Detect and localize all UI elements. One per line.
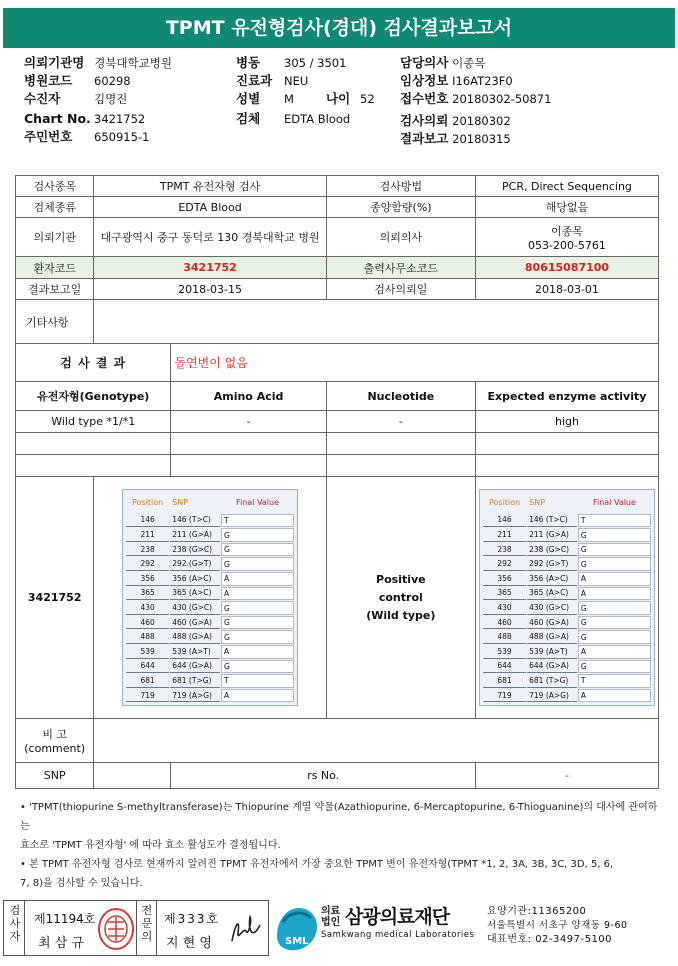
sample-snp-cell (94, 477, 326, 719)
org-small2: 법인 (321, 917, 341, 928)
snp-position: 539 (483, 645, 526, 659)
patient-label: 수진자 (24, 91, 61, 106)
snp-variant: 460 (G>A) (170, 616, 220, 630)
snp-final-value: G (578, 601, 651, 615)
snp-position: 539 (126, 645, 169, 659)
org-prefix (321, 906, 340, 928)
org-en: Samkwang medical Laboratories (321, 930, 475, 940)
snp-final-value: A (578, 689, 651, 703)
snp-variant: 488 (G>A) (170, 630, 220, 644)
hosp-code-label: 병원코드 (24, 73, 73, 88)
snp-position: 146 (126, 514, 169, 528)
receipt-value: 20180302-50871 (452, 92, 552, 106)
snp-position: 365 (483, 587, 526, 601)
snp-position: 460 (126, 616, 169, 630)
patient-value: 김명진 (94, 92, 128, 106)
org-code: 요양기관:11365200 (487, 906, 587, 917)
snp-row (126, 601, 294, 615)
req-doc-phone: 053-200-5761 (528, 238, 606, 252)
snp-variant: 539 (A>T) (527, 645, 577, 659)
genotype-cell: Wild type *1/*1 (16, 411, 171, 433)
snp-position: 238 (483, 543, 526, 557)
snp-final-value: G (221, 660, 294, 674)
snp-row (126, 528, 294, 542)
snp-variant: 539 (A>T) (170, 645, 220, 659)
signature-icon (226, 911, 266, 949)
sample-id: 3421752 (16, 477, 94, 719)
org-tel: 대표번호: 02-3497-5100 (487, 934, 613, 945)
footer (3, 900, 675, 956)
snp-row (483, 616, 651, 630)
org-addr: 서울특별시 서초구 양재동 9-60 (487, 920, 628, 931)
snp-position: 356 (126, 572, 169, 586)
result-value: 돌연변이 없음 (171, 344, 659, 382)
snp-row (483, 689, 651, 703)
snp-final-value: G (578, 630, 651, 644)
req-doc-value: 이종목 (551, 224, 583, 238)
snp-row (483, 572, 651, 586)
age-value: 52 (360, 92, 375, 106)
spec-type-label: 검체종류 (16, 197, 94, 218)
empty-cell (16, 433, 171, 455)
specimen-value: EDTA Blood (284, 112, 351, 126)
col-nucleotide: Nucleotide (326, 382, 475, 411)
snp-value (94, 763, 171, 789)
snp-variant: 211 (G>A) (170, 528, 220, 542)
snp-position: 211 (126, 528, 169, 542)
empty-cell (171, 455, 326, 477)
sex-label: 성별 (236, 91, 261, 106)
remark-label (16, 719, 94, 763)
snp-row (483, 587, 651, 601)
hosp-code-value: 60298 (94, 74, 131, 88)
note-1a: 'TPMT(thiopurine S-methyltransferase)는 Thiopurine 계열 약물(Azathiopurine, 6-Mercaptopurine, 6-Thioguanine)의 대사에 관여하는 (20, 802, 658, 832)
sample-snp-table (125, 492, 295, 704)
col-genotype: 유전자형(Genotype) (16, 382, 171, 411)
dept-value: NEU (284, 74, 309, 88)
nucleotide-cell: - (326, 411, 475, 433)
snp-final-value: A (221, 587, 294, 601)
logo-text: SML (285, 936, 309, 947)
positive-control-label (326, 477, 475, 719)
empty-cell (171, 433, 326, 455)
empty-cell (475, 455, 658, 477)
snp-variant: 644 (G>A) (170, 660, 220, 674)
snp-variant: 681 (T>G) (170, 674, 220, 688)
snp-variant: 488 (G>A) (527, 630, 577, 644)
snp-position: 460 (483, 616, 526, 630)
snp-final-value: G (578, 660, 651, 674)
snp-row (483, 528, 651, 542)
snp-head-final: Final Value (578, 493, 651, 513)
snp-row (126, 616, 294, 630)
snp-variant: 681 (T>G) (527, 674, 577, 688)
receipt-label: 접수번호 (400, 91, 449, 106)
col-amino: Amino Acid (171, 382, 326, 411)
tumor-label: 종양함량(%) (326, 197, 475, 218)
snp-final-value: T (221, 514, 294, 528)
snp-variant: 719 (A>G) (170, 689, 220, 703)
test-item-label: 검사종목 (16, 176, 94, 197)
snp-final-value: T (221, 674, 294, 688)
snp-variant: 356 (A>C) (527, 572, 577, 586)
snp-variant: 719 (A>G) (527, 689, 577, 703)
snp-variant: 430 (G>C) (527, 601, 577, 615)
test-item-value: TPMT 유전자형 검사 (94, 176, 326, 197)
note-2b: 7, 8)을 검사할 수 있습니다. (20, 878, 143, 889)
empty-cell (16, 455, 171, 477)
examiner-no: 제11194호 (34, 912, 96, 926)
chart-label: Chart No. (24, 111, 91, 126)
positive-l1: Positive (376, 572, 426, 586)
repdate-value: 20180315 (452, 132, 511, 146)
rep-date-value: 2018-03-15 (94, 279, 326, 300)
repdate-label: 결과보고 (400, 131, 449, 146)
snp-head-snp: SNP (527, 493, 577, 513)
method-value: PCR, Direct Sequencing (475, 176, 658, 197)
snp-row (483, 645, 651, 659)
col-enzyme: Expected enzyme activity (475, 382, 658, 411)
clinical-label: 임상정보 (400, 73, 449, 88)
examiner-label: 검사자 (9, 904, 21, 943)
snp-row (126, 514, 294, 528)
snp-row (126, 543, 294, 557)
snp-label: SNP (16, 763, 94, 789)
snp-variant: 238 (G>C) (170, 543, 220, 557)
snp-position: 644 (483, 660, 526, 674)
snp-final-value: T (578, 674, 651, 688)
positive-l3: (Wild type) (366, 608, 436, 622)
ward-label: 병동 (236, 55, 261, 70)
snp-variant: 146 (T>C) (527, 514, 577, 528)
remark-l1: 비 고 (42, 728, 68, 741)
req-doc-label: 의뢰의사 (326, 218, 475, 257)
specialist-label: 전문의 (141, 904, 153, 943)
examiner-seal-icon (96, 907, 136, 951)
snp-variant: 365 (A>C) (527, 587, 577, 601)
snp-position: 644 (126, 660, 169, 674)
inst-label: 의뢰기관 (16, 218, 94, 257)
snp-row (483, 543, 651, 557)
snp-final-value: G (221, 601, 294, 615)
snp-position: 292 (483, 557, 526, 571)
ward-value: 305 / 3501 (284, 56, 347, 70)
empty-cell (475, 433, 658, 455)
positive-l2: control (378, 590, 423, 604)
snp-variant: 430 (G>C) (170, 601, 220, 615)
examiner-name: 최 삼 규 (38, 936, 84, 951)
snp-head-position: Position (126, 493, 169, 513)
chart-value: 3421752 (94, 112, 146, 126)
snp-variant: 211 (G>A) (527, 528, 577, 542)
snp-position: 430 (126, 601, 169, 615)
snp-position: 292 (126, 557, 169, 571)
snp-position: 719 (126, 689, 169, 703)
snp-row (126, 557, 294, 571)
snp-final-value: A (221, 645, 294, 659)
snp-head-final: Final Value (221, 493, 294, 513)
snp-position: 719 (483, 689, 526, 703)
clinical-value: I16AT23F0 (452, 74, 513, 88)
office-label: 출력사무소코드 (326, 257, 475, 279)
snp-final-value: T (578, 514, 651, 528)
enzyme-cell: high (475, 411, 658, 433)
reqdate-label: 검사의뢰 (400, 113, 449, 128)
remark-l2: (comment) (24, 742, 86, 755)
org-info (487, 905, 628, 947)
snp-position: 365 (126, 587, 169, 601)
snp-final-value: G (221, 528, 294, 542)
tumor-value: 해당없음 (475, 197, 658, 218)
notes (20, 798, 665, 893)
snp-position: 681 (126, 674, 169, 688)
snp-row (483, 601, 651, 615)
rsno-value: - (475, 763, 658, 789)
sml-logo-icon (273, 904, 319, 954)
snp-row (483, 514, 651, 528)
snp-position: 146 (483, 514, 526, 528)
method-label: 검사방법 (326, 176, 475, 197)
org-small1: 의료 (321, 906, 341, 917)
snp-row (483, 630, 651, 644)
snp-row (483, 674, 651, 688)
rsno-label: rs No. (171, 763, 476, 789)
sample-snp-panel (122, 489, 298, 707)
inst-value: 대구광역시 중구 동덕로 130 경북대학교 병원 (94, 218, 326, 257)
snp-row (126, 689, 294, 703)
snp-head-snp: SNP (170, 493, 220, 513)
req-date-value: 2018-03-01 (475, 279, 658, 300)
note-1b: 효소로 'TPMT 유전자형' 에 따라 효소 활성도가 결정됩니다. (20, 840, 281, 851)
snp-final-value: A (578, 587, 651, 601)
req-inst-value: 경북대학교병원 (94, 56, 172, 70)
snp-position: 356 (483, 572, 526, 586)
snp-position: 238 (126, 543, 169, 557)
note-1: • 'TPMT(thiopurine S-methyltransferase)는 Thiopurine 계열 약물(Azathiopurine, 6-Mercaptopurine, 6-Thioguanine)의 대사에 관여하는 (20, 802, 658, 832)
snp-final-value: A (578, 645, 651, 659)
remark-value (94, 719, 659, 763)
snp-row (126, 645, 294, 659)
snp-position: 488 (126, 630, 169, 644)
snp-variant: 292 (G>T) (170, 557, 220, 571)
snp-row (483, 660, 651, 674)
snp-position: 430 (483, 601, 526, 615)
specimen-label: 검체 (236, 111, 261, 126)
req-date-label: 검사의뢰일 (326, 279, 475, 300)
pcode-label: 환자코드 (16, 257, 94, 279)
doctor-label: 담당의사 (400, 55, 449, 70)
snp-variant: 644 (G>A) (527, 660, 577, 674)
note-2: • 본 TPMT 유전자형 검사로 현재까지 알려진 TPMT 유전자에서 가장 중요한 TPMT 변이 유전자형(TPMT *1, 2, 3A, 3B, 3C, 3D, 5, 6, (20, 859, 614, 870)
snp-final-value: G (221, 616, 294, 630)
org-name: 삼광의료재단 (345, 906, 450, 928)
control-snp-cell (475, 477, 658, 719)
snp-final-value: A (221, 572, 294, 586)
snp-head-position: Position (483, 493, 526, 513)
resid-value: 650915-1 (94, 130, 150, 144)
snp-variant: 460 (G>A) (527, 616, 577, 630)
specialist-name: 지 현 영 (166, 936, 212, 951)
snp-variant: 146 (T>C) (170, 514, 220, 528)
snp-final-value: G (578, 616, 651, 630)
specialist-no: 제333호 (164, 912, 221, 926)
result-label: 검 사 결 과 (16, 344, 171, 382)
snp-position: 681 (483, 674, 526, 688)
snp-variant: 365 (A>C) (170, 587, 220, 601)
control-snp-panel (479, 489, 655, 707)
dept-label: 진료과 (236, 73, 273, 88)
note-2a: 본 TPMT 유전자형 검사로 현재까지 알려진 TPMT 유전자에서 가장 중요한 TPMT 변이 유전자형(TPMT *1, 2, 3A, 3B, 3C, 3D, 5, 6, (29, 859, 614, 870)
req-doc-cell (475, 218, 658, 257)
report-title: TPMT 유전형검사(경대) 검사결과보고서 (3, 8, 675, 48)
amino-cell: - (171, 411, 326, 433)
snp-row (126, 630, 294, 644)
snp-row (126, 660, 294, 674)
other-label: 기타사항 (16, 300, 94, 344)
control-snp-table (482, 492, 652, 704)
snp-final-value: G (578, 543, 651, 557)
snp-row (126, 674, 294, 688)
reqdate-value: 20180302 (452, 114, 511, 128)
snp-final-value: G (221, 630, 294, 644)
snp-position: 211 (483, 528, 526, 542)
snp-final-value: G (578, 528, 651, 542)
empty-cell (326, 455, 475, 477)
snp-row (126, 572, 294, 586)
snp-variant: 292 (G>T) (527, 557, 577, 571)
snp-variant: 356 (A>C) (170, 572, 220, 586)
req-inst-label: 의뢰기관명 (24, 55, 85, 70)
other-value (94, 300, 659, 344)
snp-final-value: G (221, 543, 294, 557)
snp-row (126, 587, 294, 601)
office-value: 80615087100 (475, 257, 658, 279)
pcode-value: 3421752 (94, 257, 326, 279)
empty-cell (326, 433, 475, 455)
snp-variant: 238 (G>C) (527, 543, 577, 557)
doctor-value: 이종목 (452, 56, 486, 70)
result-table (15, 175, 659, 789)
snp-final-value: G (578, 557, 651, 571)
signature-box (3, 900, 269, 956)
snp-position: 488 (483, 630, 526, 644)
age-label: 나이 (326, 91, 351, 106)
snp-final-value: A (578, 572, 651, 586)
snp-row (483, 557, 651, 571)
sex-value: M (284, 92, 294, 106)
snp-final-value: G (221, 557, 294, 571)
resid-label: 주민번호 (24, 129, 73, 144)
snp-final-value: A (221, 689, 294, 703)
spec-type-value: EDTA Blood (94, 197, 326, 218)
rep-date-label: 결과보고일 (16, 279, 94, 300)
